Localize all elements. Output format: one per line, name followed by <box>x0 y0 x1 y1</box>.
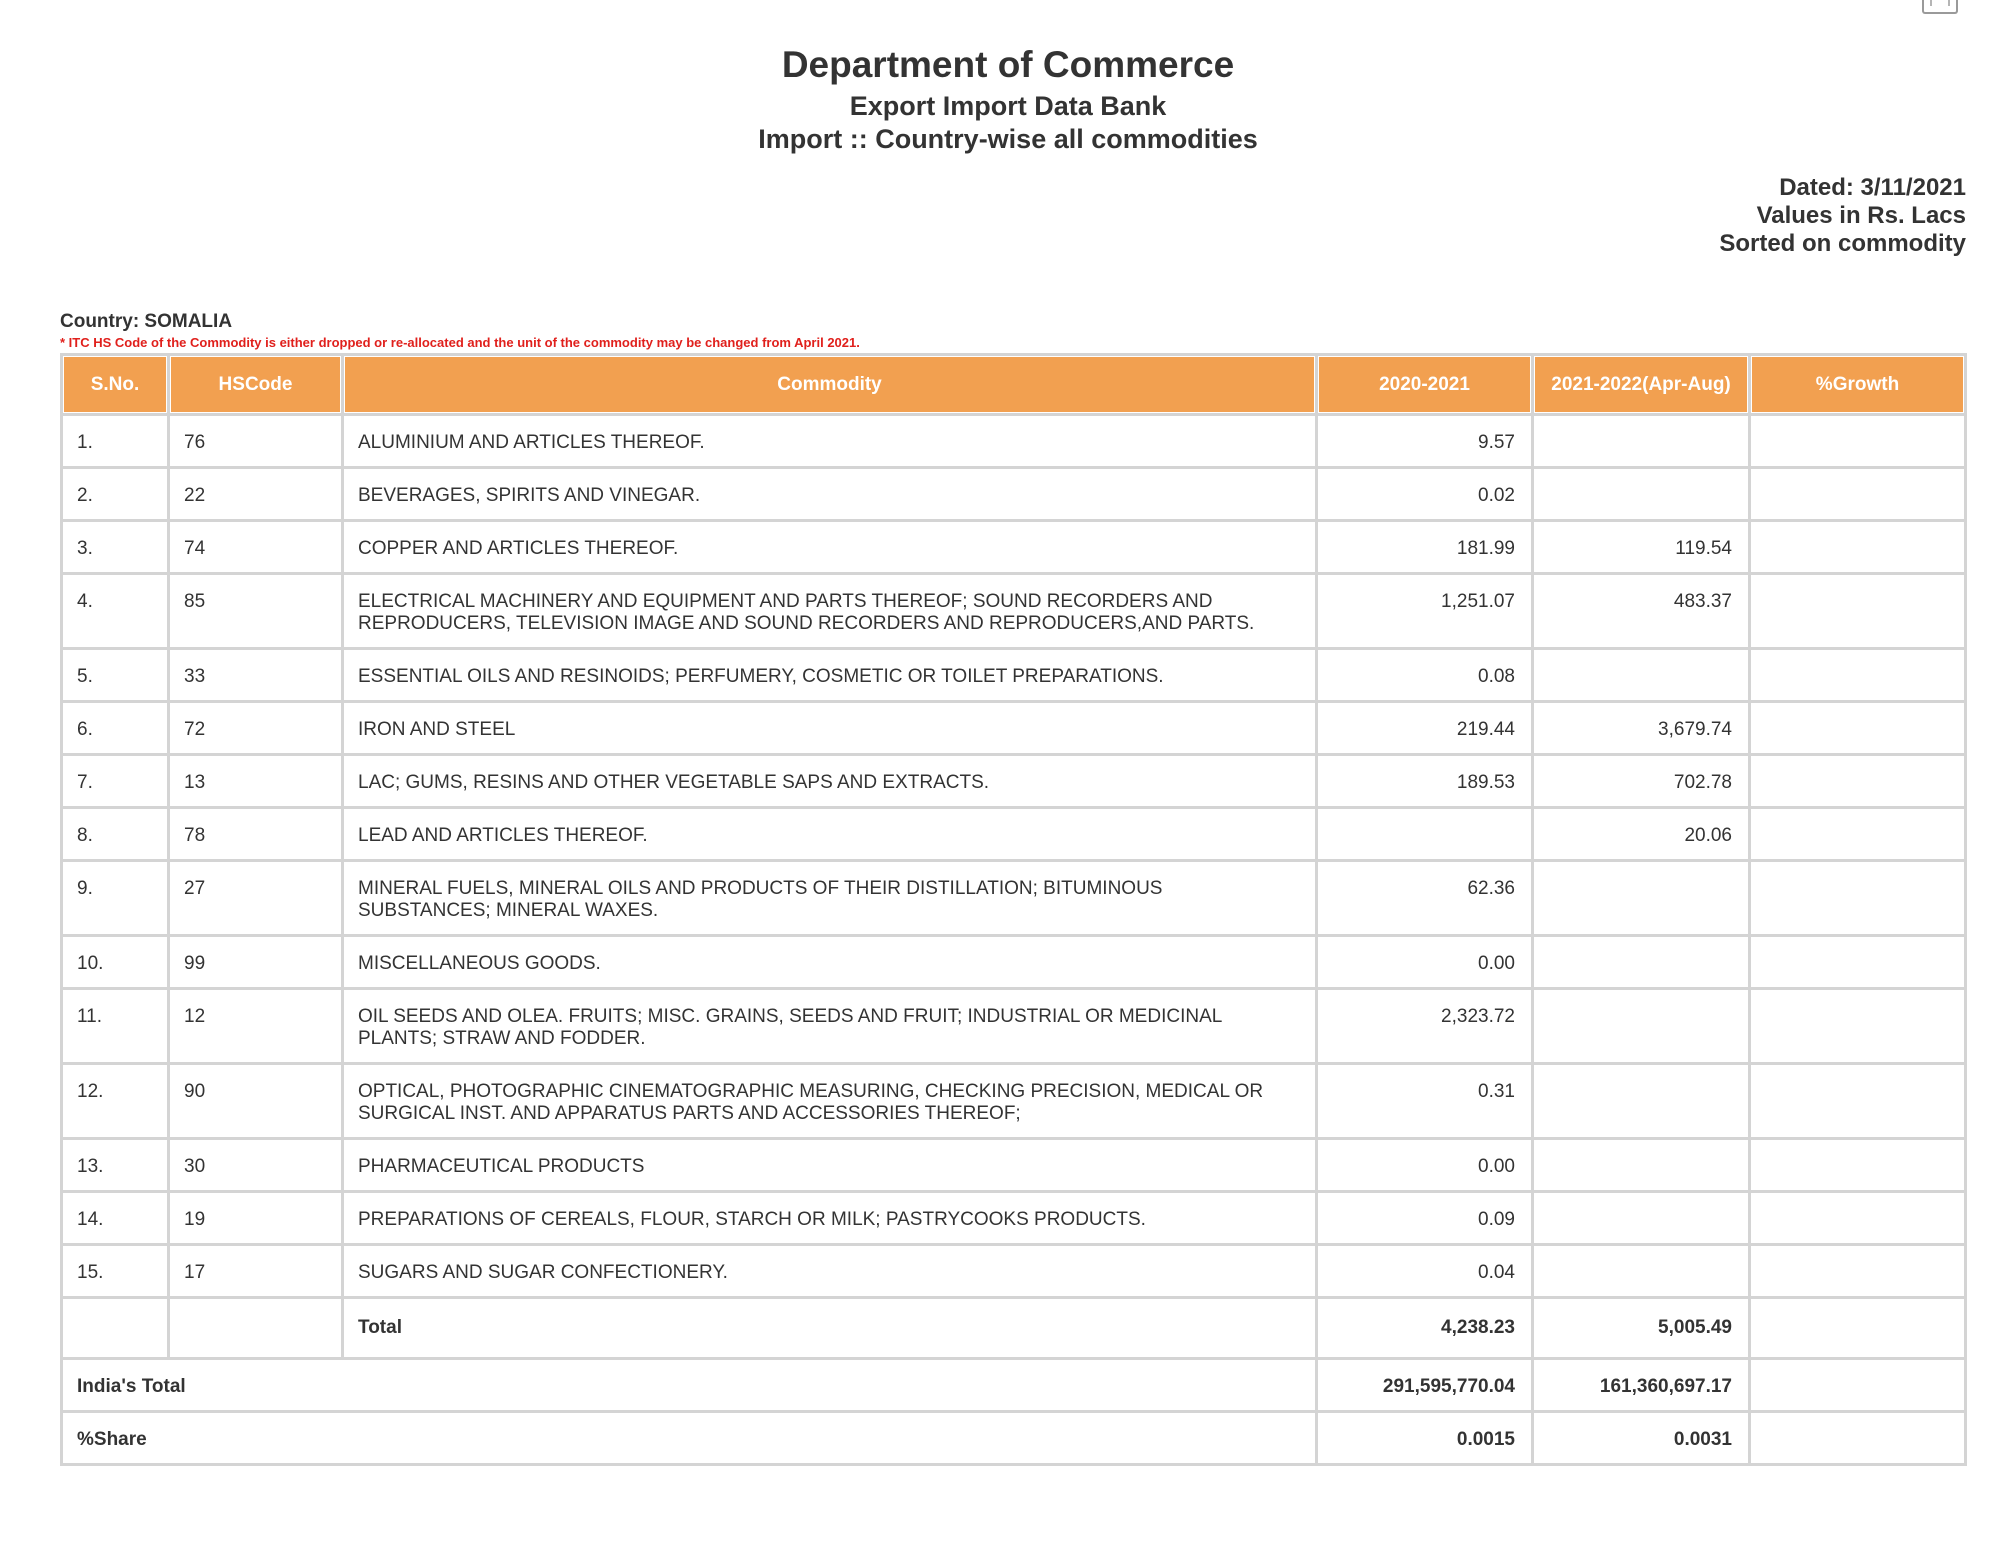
cell-sno: 3. <box>63 522 167 572</box>
total-2021-2022: 5,005.49 <box>1534 1299 1748 1357</box>
cell-commodity: BEVERAGES, SPIRITS AND VINEGAR. <box>344 469 1315 519</box>
table-row <box>63 1246 1964 1296</box>
commodity-table <box>60 353 1967 1466</box>
report-meta <box>1719 174 1966 258</box>
cell-sno: 14. <box>63 1193 167 1243</box>
cell-hscode: 22 <box>170 469 341 519</box>
cell-2021-2022: 119.54 <box>1534 522 1748 572</box>
hs-code-note: * ITC HS Code of the Commodity is either dropped or re-allocated and the unit of the commodity may be changed from April 2021. <box>60 335 860 350</box>
cell-hscode: 13 <box>170 756 341 806</box>
india-total-growth <box>1751 1360 1964 1410</box>
india-total-2021-2022: 161,360,697.17 <box>1534 1360 1748 1410</box>
cell-commodity: OIL SEEDS AND OLEA. FRUITS; MISC. GRAINS, SEEDS AND FRUIT; INDUSTRIAL OR MEDICINAL PLANTS; STRAW AND FODDER. <box>344 990 1315 1062</box>
table-row <box>63 703 1964 753</box>
cell-sno: 6. <box>63 703 167 753</box>
cell-sno: 9. <box>63 862 167 934</box>
cell-commodity: ELECTRICAL MACHINERY AND EQUIPMENT AND PARTS THEREOF; SOUND RECORDERS AND REPRODUCERS, TELEVISION IMAGE AND SOUND RECORDERS AND REPRODUCERS,AND PARTS. <box>344 575 1315 647</box>
table-row <box>63 862 1964 934</box>
cell-commodity: PHARMACEUTICAL PRODUCTS <box>344 1140 1315 1190</box>
cell-2020-2021: 62.36 <box>1318 862 1531 934</box>
cell-2020-2021: 0.04 <box>1318 1246 1531 1296</box>
cell-2020-2021: 219.44 <box>1318 703 1531 753</box>
share-2021-2022: 0.0031 <box>1534 1413 1748 1463</box>
cell-growth <box>1751 756 1964 806</box>
cell-growth <box>1751 862 1964 934</box>
cell-hscode: 90 <box>170 1065 341 1137</box>
cell-commodity: LAC; GUMS, RESINS AND OTHER VEGETABLE SAPS AND EXTRACTS. <box>344 756 1315 806</box>
share-label: %Share <box>63 1413 1315 1463</box>
table-row <box>63 575 1964 647</box>
cell-growth <box>1751 1140 1964 1190</box>
cell-hscode: 27 <box>170 862 341 934</box>
cell-2021-2022 <box>1534 990 1748 1062</box>
cell-commodity: ESSENTIAL OILS AND RESINOIDS; PERFUMERY, COSMETIC OR TOILET PREPARATIONS. <box>344 650 1315 700</box>
cell-growth <box>1751 809 1964 859</box>
cell-commodity: COPPER AND ARTICLES THEREOF. <box>344 522 1315 572</box>
cell-2021-2022: 702.78 <box>1534 756 1748 806</box>
table-header-row <box>63 356 1964 413</box>
cell-2021-2022 <box>1534 1193 1748 1243</box>
cell-sno: 8. <box>63 809 167 859</box>
cell-sno: 12. <box>63 1065 167 1137</box>
column-header-commodity[interactable]: Commodity <box>344 356 1315 413</box>
cell-growth <box>1751 1193 1964 1243</box>
cell-2020-2021: 2,323.72 <box>1318 990 1531 1062</box>
cell-commodity: OPTICAL, PHOTOGRAPHIC CINEMATOGRAPHIC MEASURING, CHECKING PRECISION, MEDICAL OR SURGICAL INST. AND APPARATUS PARTS AND ACCESSORIES THEREOF; <box>344 1065 1315 1137</box>
cell-hscode: 72 <box>170 703 341 753</box>
cell-growth <box>1751 522 1964 572</box>
table-row <box>63 522 1964 572</box>
cell-sno: 11. <box>63 990 167 1062</box>
cell-growth <box>1751 1246 1964 1296</box>
cell-hscode: 30 <box>170 1140 341 1190</box>
report-units: Values in Rs. Lacs <box>1756 202 1966 229</box>
cell-2020-2021: 9.57 <box>1318 416 1531 466</box>
cell-2021-2022 <box>1534 416 1748 466</box>
table-row <box>63 469 1964 519</box>
cell-2020-2021: 0.00 <box>1318 1140 1531 1190</box>
cell-commodity: LEAD AND ARTICLES THEREOF. <box>344 809 1315 859</box>
cell-2021-2022: 483.37 <box>1534 575 1748 647</box>
cell-2021-2022: 20.06 <box>1534 809 1748 859</box>
cell-hscode: 85 <box>170 575 341 647</box>
table-row <box>63 1140 1964 1190</box>
cell-2021-2022 <box>1534 1140 1748 1190</box>
cell-commodity: ALUMINIUM AND ARTICLES THEREOF. <box>344 416 1315 466</box>
india-total-label: India's Total <box>63 1360 1315 1410</box>
cell-sno: 7. <box>63 756 167 806</box>
cell-2020-2021: 189.53 <box>1318 756 1531 806</box>
total-growth <box>1751 1299 1964 1357</box>
share-2020-2021: 0.0015 <box>1318 1413 1531 1463</box>
cell-hscode: 17 <box>170 1246 341 1296</box>
share-growth <box>1751 1413 1964 1463</box>
cell-commodity: PREPARATIONS OF CEREALS, FLOUR, STARCH OR MILK; PASTRYCOOKS PRODUCTS. <box>344 1193 1315 1243</box>
cell-growth <box>1751 416 1964 466</box>
cell-hscode: 76 <box>170 416 341 466</box>
country-label: Country: SOMALIA <box>60 311 233 332</box>
cell-empty <box>63 1299 167 1357</box>
total-2020-2021: 4,238.23 <box>1318 1299 1531 1357</box>
cell-2021-2022 <box>1534 650 1748 700</box>
cell-commodity: SUGARS AND SUGAR CONFECTIONERY. <box>344 1246 1315 1296</box>
column-header-hscode[interactable]: HSCode <box>170 356 341 413</box>
table-row <box>63 416 1964 466</box>
cell-growth <box>1751 575 1964 647</box>
cell-sno: 1. <box>63 416 167 466</box>
cell-2021-2022 <box>1534 862 1748 934</box>
cell-2020-2021: 0.08 <box>1318 650 1531 700</box>
cell-hscode: 99 <box>170 937 341 987</box>
cell-2021-2022 <box>1534 1246 1748 1296</box>
page-subtitle: Export Import Data Bank <box>849 91 1167 121</box>
column-header-2021-2022[interactable]: 2021-2022(Apr-Aug) <box>1534 356 1748 413</box>
cell-hscode: 78 <box>170 809 341 859</box>
table-row <box>63 809 1964 859</box>
print-icon[interactable] <box>1922 0 1958 14</box>
table-row <box>63 1193 1964 1243</box>
cell-growth <box>1751 703 1964 753</box>
india-total-2020-2021: 291,595,770.04 <box>1318 1360 1531 1410</box>
table-row <box>63 650 1964 700</box>
cell-sno: 15. <box>63 1246 167 1296</box>
cell-sno: 2. <box>63 469 167 519</box>
cell-2021-2022 <box>1534 1065 1748 1137</box>
table-row <box>63 1065 1964 1137</box>
total-label: Total <box>344 1299 1315 1357</box>
cell-empty <box>170 1299 341 1357</box>
total-row <box>63 1299 1964 1357</box>
cell-2021-2022 <box>1534 469 1748 519</box>
cell-2020-2021: 0.31 <box>1318 1065 1531 1137</box>
cell-2020-2021: 181.99 <box>1318 522 1531 572</box>
report-header <box>0 40 2016 156</box>
report-sort: Sorted on commodity <box>1719 230 1966 257</box>
column-header-growth[interactable]: %Growth <box>1751 356 1964 413</box>
cell-hscode: 19 <box>170 1193 341 1243</box>
column-header-2020-2021[interactable]: 2020-2021 <box>1318 356 1531 413</box>
report-date: Dated: 3/11/2021 <box>1779 174 1966 201</box>
india-total-row <box>63 1360 1964 1410</box>
cell-growth <box>1751 1065 1964 1137</box>
cell-2020-2021 <box>1318 809 1531 859</box>
cell-2020-2021: 0.09 <box>1318 1193 1531 1243</box>
cell-sno: 13. <box>63 1140 167 1190</box>
cell-commodity: IRON AND STEEL <box>344 703 1315 753</box>
cell-2020-2021: 0.00 <box>1318 937 1531 987</box>
cell-hscode: 33 <box>170 650 341 700</box>
report-name: Import :: Country-wise all commodities <box>758 124 1258 154</box>
share-row <box>63 1413 1964 1463</box>
cell-sno: 5. <box>63 650 167 700</box>
cell-commodity: MINERAL FUELS, MINERAL OILS AND PRODUCTS OF THEIR DISTILLATION; BITUMINOUS SUBSTANCES; MINERAL WAXES. <box>344 862 1315 934</box>
cell-growth <box>1751 990 1964 1062</box>
cell-2020-2021: 0.02 <box>1318 469 1531 519</box>
column-header-sno[interactable]: S.No. <box>63 356 167 413</box>
cell-growth <box>1751 650 1964 700</box>
cell-sno: 10. <box>63 937 167 987</box>
cell-commodity: MISCELLANEOUS GOODS. <box>344 937 1315 987</box>
cell-hscode: 74 <box>170 522 341 572</box>
cell-2021-2022: 3,679.74 <box>1534 703 1748 753</box>
cell-2021-2022 <box>1534 937 1748 987</box>
table-row <box>63 937 1964 987</box>
table-row <box>63 990 1964 1062</box>
cell-2020-2021: 1,251.07 <box>1318 575 1531 647</box>
cell-sno: 4. <box>63 575 167 647</box>
cell-growth <box>1751 469 1964 519</box>
table-row <box>63 756 1964 806</box>
cell-growth <box>1751 937 1964 987</box>
page-title: Department of Commerce <box>781 44 1235 85</box>
cell-hscode: 12 <box>170 990 341 1062</box>
